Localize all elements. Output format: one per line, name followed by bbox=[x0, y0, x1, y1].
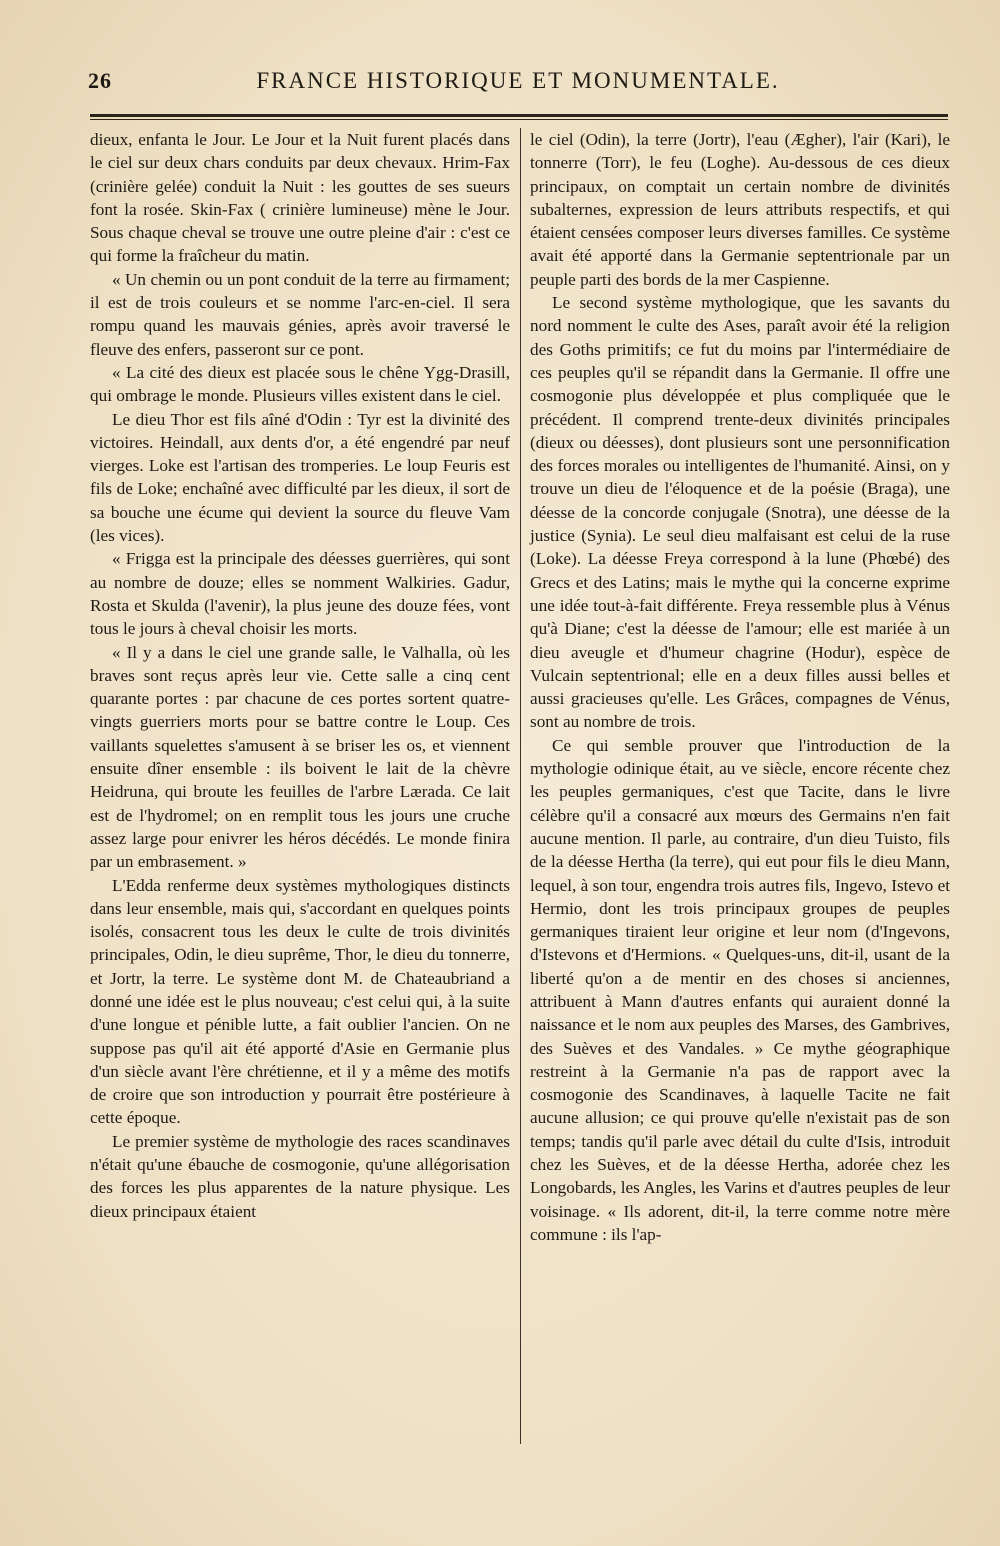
right-column bbox=[530, 128, 950, 1246]
paragraph: L'Edda renferme deux systèmes mythologiques distincts dans leur ensemble, mais qui, s'accordant en quelques points isolés, consacrent tous les deux le culte de trois divinités principales, Odin, le dieu suprême, Thor, le dieu du tonnerre, et Jortr, la terre. Le système dont M. de Chateaubriand a donné une idée est le plus nouveau; c'est celui qui, à la suite d'une longue et pénible lutte, a fait oublier l'ancien. On ne suppose pas qu'il ait été apporté d'Asie en Germanie plus d'un siècle avant l'ère chrétienne, et il y a même des motifs de croire que son introduction y pourrait être postérieure à cette époque. bbox=[90, 875, 510, 1128]
paragraph: Ce qui semble prouver que l'introduction de la mythologie odinique était, au ve siècle, encore récente chez les peuples germaniques, c'est que Tacite, dans le livre célèbre qu'il a consacré aux mœurs des Germains n'en fait aucune mention. Il parle, au contraire, d'un dieu Tuisto, fils de la déesse Hertha (la terre), qui eut pour fils le dieu Mann, lequel, à son tour, engendra trois autres fils, Ingevo, Istevo et Hermio, dont les trois principaux groupes de peuples germaniques tiraient leur origine et leur nom (d'Ingevons, d'Istevons et d'Hermions. « Quelques-uns, dit-il, usant de la liberté qu'on a de mentir en des choses si anciennes, attribuent à Mann d'autres enfants qui auraient donné la naissance et le nom aux peuples des Marses, des Gambrives, des Suèves et des Vandales. » Ce mythe géographique restreint à la Germanie n'a pas de rapport avec la cosmogonie des Scandinaves, à laquelle Tacite ne fait aucune allusion; ce qui prouve qu'elle n'existait pas de son temps; tandis qu'il parle avec détail du culte d'Isis, introduit chez les Suèves, et de la déesse Hertha, adorée chez les Longobards, les Angles, les Varins et d'autres peuples de leur voisinage. « Ils adorent, dit-il, la terre comme notre mère commune : ils l'ap- bbox=[530, 735, 950, 1244]
paragraph: Le dieu Thor est fils aîné d'Odin : Tyr est la divinité des victoires. Heindall, aux dents d'or, a été engendré par neuf vierges. Loke est l'artisan des tromperies. Le loup Feuris est fils de Loke; enchaîné avec difficulté par les dieux, il sort de sa bouche une écume qui devient la source du fleuve Vam (les vices). bbox=[90, 409, 510, 546]
left-column bbox=[90, 128, 510, 1223]
paragraph: dieux, enfanta le Jour. Le Jour et la Nuit furent placés dans le ciel sur deux chars conduits par deux chevaux. Hrim-Fax (crinière gelée) conduit la Nuit : les gouttes de ses sueurs font la rosée. Skin-Fax ( crinière lumineuse) mène le Jour. Sous chaque cheval se trouve une outre pleine d'air : c'est ce qui forme la fraîcheur du matin. bbox=[90, 130, 510, 266]
paragraph: « Un chemin ou un pont conduit de la terre au firmament; il est de trois couleurs et se nomme l'arc-en-ciel. Il sera rompu quand les mauvais génies, après avoir traversé le fleuve des enfers, passeront sur ce pont. bbox=[90, 269, 510, 359]
paragraph: Le second système mythologique, que les savants du nord nomment le culte des Ases, paraît avoir été la religion des Goths primitifs; ce fut du moins par l'intermédiaire de ces peuples qu'il se répandit dans la Germanie. Il offre une cosmogonie plus développée et plus compliquée que le précédent. Il comprend trente-deux divinités principales (dieux ou déesses), dont plusieurs sont une personnification des forces morales ou intelligentes de l'humanité. Ainsi, on y trouve un dieu de l'éloquence et de la poésie (Braga), une déesse de la concorde conjugale (Snotra), une déesse de la justice (Synia). Le seul dieu malfaisant est celui de la ruse (Loke). La déesse Freya correspond à la lune (Phœbé) des Grecs et des Latins; mais le mythe qui la concerne exprime une idée tout-à-fait différente. Freya ressemble plus à Vénus qu'à Diane; c'est la déesse de l'amour; elle est mariée à un dieu aveugle et d'humeur chagrine (Hodur), espèce de Vulcain septentrional; elle en a deux filles aussi belles et aussi gracieuses qu'elle. Les Grâces, compagnes de Vénus, sont au nombre de trois. bbox=[530, 293, 950, 732]
header-rule bbox=[90, 114, 948, 117]
page-number: 26 bbox=[88, 68, 112, 93]
column-divider bbox=[520, 128, 521, 1444]
running-title: FRANCE HISTORIQUE ET MONUMENTALE. bbox=[256, 68, 780, 93]
paragraph: « Il y a dans le ciel une grande salle, le Valhalla, où les braves sont reçus après leur vie. Cette salle a cinq cent quarante portes : par chacune de ces portes sortent quatre-vingts guerriers morts pour se battre contre le Loup. Ces vaillants squelettes s'amusent à se briser les os, et viennent ensuite dîner ensemble : ils boivent le lait de la chèvre Heidruna, qui broute les feuilles de l'arbre Lærada. Ce lait est de l'hydromel; on en remplit tous les jours une cruche assez large pour enivrer les héros décédés. Le monde finira par un embrasement. » bbox=[90, 642, 510, 872]
page-header bbox=[88, 68, 948, 108]
paragraph: « La cité des dieux est placée sous le chêne Ygg-Drasill, qui ombrage le monde. Plusieurs villes existent dans le ciel. bbox=[90, 362, 510, 406]
header-rule-thin bbox=[90, 119, 948, 120]
paragraph: Le premier système de mythologie des races scandinaves n'était qu'une ébauche de cosmogonie, qu'une allégorisation des forces les plus apparentes de la nature physique. Les dieux principaux étaient bbox=[90, 1131, 510, 1221]
paragraph: le ciel (Odin), la terre (Jortr), l'eau (Ægher), l'air (Kari), le tonnerre (Torr), le feu (Loghe). Au-dessous de ces dieux principaux, on comptait un certain nombre de divinités subalternes, expression de leurs attributs respectifs, et qui étaient censées composer leurs diverses familles. Ce système avait été apporté dans la Germanie septentrionale par un peuple parti des bords de la mer Caspienne. bbox=[530, 130, 950, 289]
paragraph: « Frigga est la principale des déesses guerrières, qui sont au nombre de douze; elles se nomment Walkiries. Gadur, Rosta et Skulda (l'avenir), la plus jeune des douze fées, vont tous le jours à cheval choisir les morts. bbox=[90, 549, 510, 639]
